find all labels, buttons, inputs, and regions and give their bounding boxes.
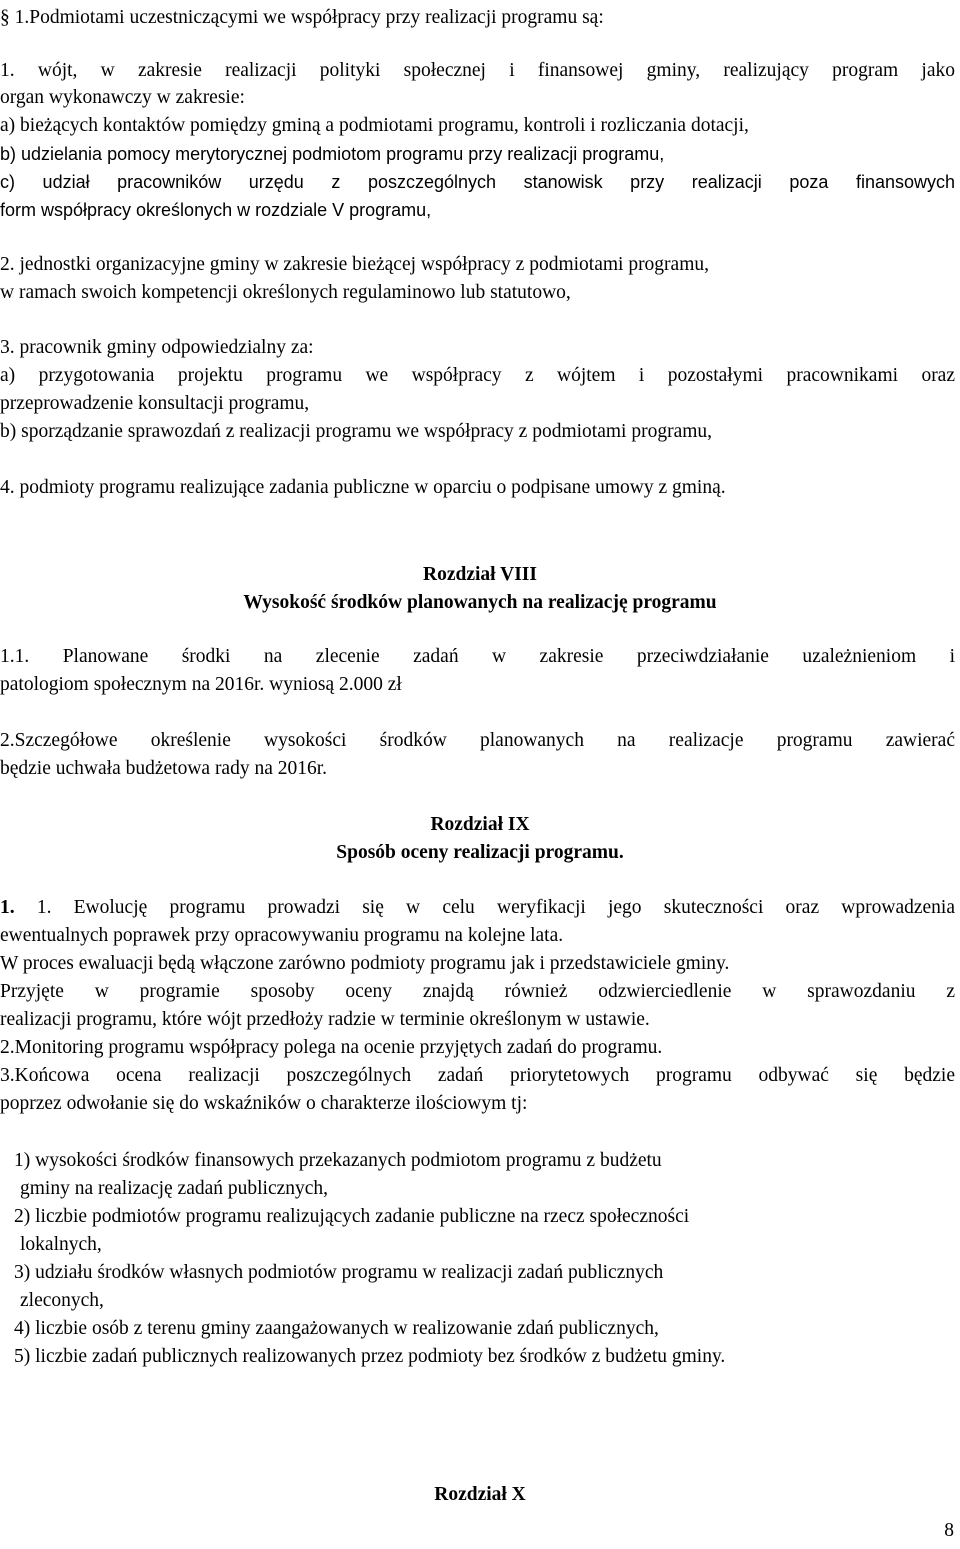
chapter-9-point-1-line-1	[0, 894, 955, 922]
indicator-1-line-1: 1) wysokości środków finansowych przekazanych podmiotom programu z budżetu	[14, 1150, 662, 1171]
chapter-8-subtitle: Wysokość środków planowanych na realizację programu	[243, 592, 717, 613]
chapter-8-point-2-line-2: będzie uchwała budżetowa rady na 2016r.	[0, 758, 328, 779]
chapter-9-point-1-line-2: ewentualnych poprawek przy opracowywaniu programu na kolejne lata.	[0, 925, 564, 946]
chapter-9-point-1-line-5: realizacji programu, które wójt przedłoży radzie w terminie określonym w ustawie.	[0, 1009, 650, 1030]
paragraph-1-item-c-line-2: form współpracy określonych w rozdziale V programu,	[0, 200, 432, 220]
chapter-8-point-2-line-1: 2.Szczegółowe określenie wysokości środków planowanych na realizacje programu zawierać	[0, 730, 955, 751]
paragraph-1-item-c-line-1: c) udział pracowników urzędu z poszczególnych stanowisk przy realizacji poza finansowych	[0, 172, 955, 192]
chapter-9-point-3-line-1: 3.Końcowa ocena realizacji poszczególnych zadań priorytetowych programu odbywać się będzie	[0, 1065, 955, 1086]
paragraph-2-line-1: 2. jednostki organizacyjne gminy w zakresie bieżącej współpracy z podmiotami programu,	[0, 254, 709, 275]
chapter-9-point-1-number: 1.	[0, 897, 15, 918]
indicator-5: 5) liczbie zadań publicznych realizowanych przez podmioty bez środków z budżetu gminy.	[14, 1346, 726, 1367]
chapter-8-point-1-line-2: patologiom społecznym na 2016r. wyniosą 2.000 zł	[0, 674, 402, 695]
chapter-9-point-2: 2.Monitoring programu współpracy polega na ocenie przyjętych zadań do programu.	[0, 1037, 663, 1058]
chapter-8-point-1-line-1: 1.1. Planowane środki na zlecenie zadań w zakresie przeciwdziałanie uzależnieniom i	[0, 646, 955, 667]
chapter-9-point-1-text: 1. Ewolucję programu prowadzi się w celu weryfikacji jego skuteczności oraz wprowadzenia	[14, 897, 955, 918]
paragraph-3-item-b: b) sporządzanie sprawozdań z realizacji programu we współpracy z podmiotami programu,	[0, 421, 713, 442]
chapter-8-title: Rozdział VIII	[423, 564, 537, 585]
paragraph-1-item-a: a) bieżących kontaktów pomiędzy gminą a podmiotami programu, kontroli i rozliczania dotacji,	[0, 115, 749, 136]
page-number: 8	[944, 1520, 954, 1541]
paragraph-3-line-1: 3. pracownik gminy odpowiedzialny za:	[0, 337, 314, 358]
chapter-10-title: Rozdział X	[434, 1484, 526, 1505]
indicator-3-line-1: 3) udziału środków własnych podmiotów programu w realizacji zadań publicznych	[14, 1262, 664, 1283]
paragraph-1-line-2: organ wykonawczy w zakresie:	[0, 87, 245, 108]
chapter-9-point-1-line-3: W proces ewaluacji będą włączone zarówno podmioty programu jak i przedstawiciele gminy.	[0, 953, 730, 974]
paragraph-2-line-2: w ramach swoich kompetencji określonych regulaminowo lub statutowo,	[0, 282, 571, 303]
paragraph-3-item-a-line-1: a) przygotowania projektu programu we współpracy z wójtem i pozostałymi pracownikami oraz	[0, 365, 955, 386]
chapter-9-point-3-line-2: poprzez odwołanie się do wskaźników o charakterze ilościowym tj:	[0, 1093, 528, 1114]
paragraph-3-item-a-line-2: przeprowadzenie konsultacji programu,	[0, 393, 310, 414]
chapter-9-point-1-line-4: Przyjęte w programie sposoby oceny znajdą również odzwierciedlenie w sprawozdaniu z	[0, 981, 955, 1002]
section-header: § 1.Podmiotami uczestniczącymi we współpracy przy realizacji programu są:	[0, 7, 604, 28]
indicator-2-line-1: 2) liczbie podmiotów programu realizujących zadanie publiczne na rzecz społeczności	[14, 1206, 690, 1227]
indicator-4: 4) liczbie osób z terenu gminy zaangażowanych w realizowanie zdań publicznych,	[14, 1318, 659, 1339]
chapter-9-title: Rozdział IX	[430, 814, 530, 835]
indicator-3-line-2: zleconych,	[20, 1290, 104, 1311]
paragraph-4: 4. podmioty programu realizujące zadania publiczne w oparciu o podpisane umowy z gminą.	[0, 477, 726, 498]
paragraph-1-line-1: 1. wójt, w zakresie realizacji polityki społecznej i finansowej gminy, realizujący program jako	[0, 60, 955, 81]
indicator-2-line-2: lokalnych,	[20, 1234, 102, 1255]
chapter-9-subtitle: Sposób oceny realizacji programu.	[336, 842, 624, 863]
paragraph-1-item-b: b) udzielania pomocy merytorycznej podmiotom programu przy realizacji programu,	[0, 144, 665, 164]
indicator-1-line-2: gminy na realizację zadań publicznych,	[20, 1178, 329, 1199]
